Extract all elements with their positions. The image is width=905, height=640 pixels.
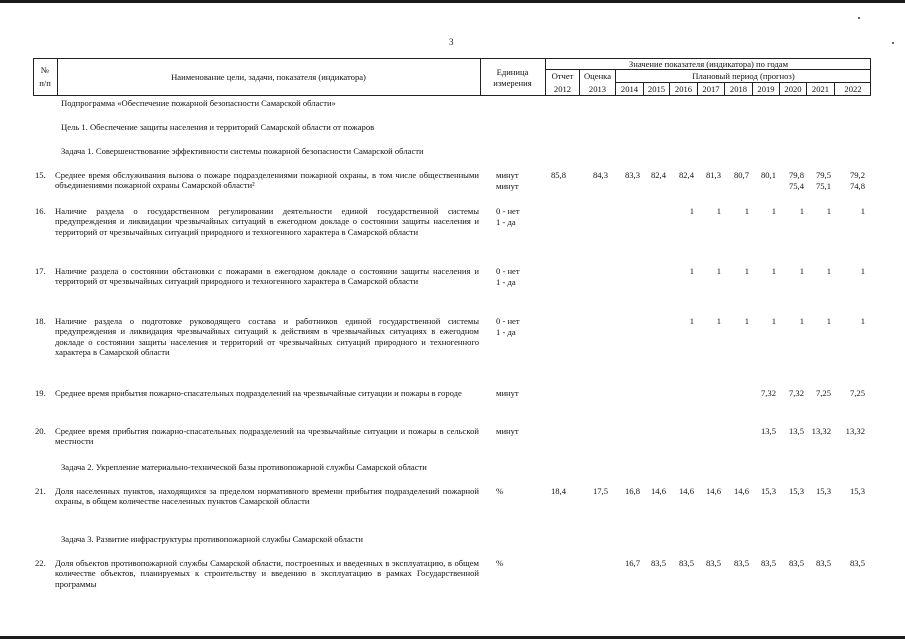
header-pp: п/п: [39, 78, 51, 88]
indicator-value: 83,5: [760, 558, 776, 568]
row-number: 18.: [35, 316, 46, 326]
unit-of-measure: 1 - да: [496, 277, 516, 287]
indicator-value: 17,5: [592, 486, 608, 496]
indicator-value: 1: [689, 266, 694, 276]
indicator-value: 15,3: [815, 486, 831, 496]
indicator-name: Доля населенных пунктов, находящихся за пределом нормативного времени прибытия подразделений пожарной охраны, в общем количестве населенных пунктов Самарской области: [55, 486, 479, 507]
indicator-value: 14,6: [650, 486, 666, 496]
indicator-value: 83,5: [788, 558, 804, 568]
subprogram-title: Подпрограмма «Обеспечение пожарной безопасности Самарской области»: [61, 98, 336, 108]
unit-of-measure: минут: [496, 181, 519, 191]
indicator-name: Наличие раздела о государственном регулировании деятельности единой государственной системы предупреждения и ликвидации чрезвычайных ситуаций в ежегодном докладе о состоянии защиты населения и территорий от чрезвычайных ситуаций природного и техногенного характера в Самарской области: [55, 206, 479, 237]
scan-speck: [892, 42, 894, 44]
indicator-value: 1: [860, 316, 865, 326]
indicator-name: Среднее время прибытия пожарно-спасательных подразделений на чрезвычайные ситуации и пожары в городе: [55, 388, 462, 398]
indicator-value: 1: [860, 206, 865, 216]
indicator-value: 79,8: [788, 170, 804, 180]
indicator-value: 1: [860, 266, 865, 276]
indicator-value: 1: [744, 266, 749, 276]
indicator-value: 1: [689, 206, 694, 216]
indicator-value: 79,2: [849, 170, 865, 180]
scan-speck: [858, 17, 860, 19]
row-number: 17.: [35, 266, 46, 276]
header-estimate: Оценка: [583, 71, 612, 81]
indicator-value: 14,6: [705, 486, 721, 496]
header-year: 2017: [702, 84, 720, 94]
header-year: 2019: [757, 84, 775, 94]
row-number: 15.: [35, 170, 46, 180]
indicator-name: Наличие раздела о состоянии обстановки с пожарами в ежегодном докладе о состоянии защиты населения и территорий от чрезвычайных ситуаций природного и техногенного характера в Самарской области: [55, 266, 479, 287]
bottom-border: [0, 636, 905, 639]
indicator-value: 13,5: [760, 426, 776, 436]
unit-of-measure: 1 - да: [496, 327, 516, 337]
row-number: 20.: [35, 426, 46, 436]
indicator-value: 1: [799, 206, 804, 216]
row-number: 16.: [35, 206, 46, 216]
unit-of-measure: 0 - нет: [496, 316, 520, 326]
task-2-title: Задача 2. Укрепление материально-технической базы противопожарной службы Самарской области: [61, 462, 427, 472]
indicator-value: 16,8: [624, 486, 640, 496]
indicator-value: 81,3: [705, 170, 721, 180]
page-number: 3: [449, 37, 454, 47]
unit-of-measure: %: [496, 486, 504, 496]
indicator-value: 75,4: [788, 181, 804, 191]
indicator-name: Наличие раздела о подготовке руководящего состава и работников единой государственной системы предупреждения и ликвидация чрезвычайных ситуаций к действиям в чрезвычайных ситуациях в ежегодном докладе о состоянии защиты населения и территорий от чрезвычайных ситуаций природного и техногенного характера в Самарской области: [55, 316, 479, 357]
indicator-name: Среднее время обслуживания вызова о пожаре подразделениями пожарной охраны, в том числе общественными объединениями пожарной охраны Самарской области²: [55, 170, 479, 191]
header-values-title: Значение показателя (индикатора) по годам: [628, 59, 789, 69]
unit-of-measure: минут: [496, 170, 519, 180]
indicator-value: 84,3: [592, 170, 608, 180]
indicator-value: 82,4: [650, 170, 666, 180]
header-year: 2022: [844, 84, 862, 94]
indicator-value: 15,3: [788, 486, 804, 496]
indicator-value: 1: [826, 266, 831, 276]
indicator-value: 1: [716, 266, 721, 276]
indicator-value: 79,5: [815, 170, 831, 180]
header-estimate-year: 2013: [588, 84, 607, 94]
indicator-value: 83,5: [650, 558, 666, 568]
indicator-value: 13,5: [788, 426, 804, 436]
indicator-value: 83,3: [624, 170, 640, 180]
indicator-value: 15,3: [849, 486, 865, 496]
row-number: 21.: [35, 486, 46, 496]
header-report: Отчет: [551, 71, 574, 81]
indicator-value: 14,6: [733, 486, 749, 496]
header-year: 2016: [674, 84, 693, 94]
indicator-value: 1: [799, 266, 804, 276]
header-unit-1: Единица: [496, 67, 529, 77]
indicator-value: 74,8: [849, 181, 865, 191]
indicator-value: 13,32: [811, 426, 831, 436]
header-no: №: [40, 65, 50, 75]
indicator-value: 80,1: [760, 170, 776, 180]
indicator-value: 83,5: [705, 558, 721, 568]
task-3-title: Задача 3. Развитие инфраструктуры противопожарной службы Самарской области: [61, 534, 363, 544]
header-year: 2015: [647, 84, 666, 94]
header-year: 2018: [729, 84, 748, 94]
indicator-value: 1: [771, 266, 776, 276]
header-year: 2020: [784, 84, 802, 94]
indicator-value: 14,6: [678, 486, 694, 496]
indicator-value: 1: [826, 206, 831, 216]
indicator-value: 15,3: [760, 486, 776, 496]
indicator-value: 83,5: [733, 558, 749, 568]
header-report-year: 2012: [553, 84, 572, 94]
indicator-value: 1: [826, 316, 831, 326]
indicator-value: 16,7: [624, 558, 640, 568]
header-year: 2014: [620, 84, 639, 94]
indicator-value: 83,5: [815, 558, 831, 568]
header-planned: Плановый период (прогноз): [692, 71, 795, 81]
indicator-value: 75,1: [815, 181, 831, 191]
indicator-value: 7,25: [849, 388, 865, 398]
indicator-value: 1: [689, 316, 694, 326]
unit-of-measure: 0 - нет: [496, 266, 520, 276]
indicator-value: 83,5: [849, 558, 865, 568]
unit-of-measure: 0 - нет: [496, 206, 520, 216]
indicator-value: 1: [771, 316, 776, 326]
indicator-value: 1: [771, 206, 776, 216]
indicator-value: 7,32: [760, 388, 776, 398]
task-1-title: Задача 1. Совершенствование эффективности системы пожарной безопасности Самарской области: [61, 146, 424, 156]
header-year: 2021: [811, 84, 830, 94]
unit-of-measure: минут: [496, 388, 519, 398]
goal-title: Цель 1. Обеспечение защиты населения и территорий Самарской области от пожаров: [61, 122, 375, 132]
unit-of-measure: 1 - да: [496, 217, 516, 227]
indicator-value: 1: [744, 316, 749, 326]
indicator-name: Среднее время прибытия пожарно-спасательных подразделений на чрезвычайные ситуации и пожары в сельской местности: [55, 426, 479, 447]
indicator-value: 13,32: [845, 426, 865, 436]
indicator-value: 83,5: [678, 558, 694, 568]
indicator-value: 7,32: [788, 388, 804, 398]
indicator-value: 1: [744, 206, 749, 216]
indicator-value: 80,7: [733, 170, 749, 180]
indicator-value: 18,4: [550, 486, 566, 496]
top-border: [0, 0, 905, 3]
indicator-name: Доля объектов противопожарной службы Самарской области, построенных и введенных в эксплуатацию, в общем количестве объектов, планируемых к строительству и введению в эксплуатацию в рамках Государственной программы: [55, 558, 479, 589]
indicator-value: 1: [799, 316, 804, 326]
indicator-value: 7,25: [815, 388, 831, 398]
header-unit-2: измерения: [493, 78, 532, 88]
row-number: 19.: [35, 388, 46, 398]
indicator-value: 85,8: [550, 170, 566, 180]
indicator-value: 1: [716, 316, 721, 326]
header-name: Наименование цели, задачи, показателя (индикатора): [171, 72, 366, 82]
unit-of-measure: минут: [496, 426, 519, 436]
unit-of-measure: %: [496, 558, 504, 568]
indicator-value: 1: [716, 206, 721, 216]
indicator-value: 82,4: [678, 170, 694, 180]
row-number: 22.: [35, 558, 46, 568]
